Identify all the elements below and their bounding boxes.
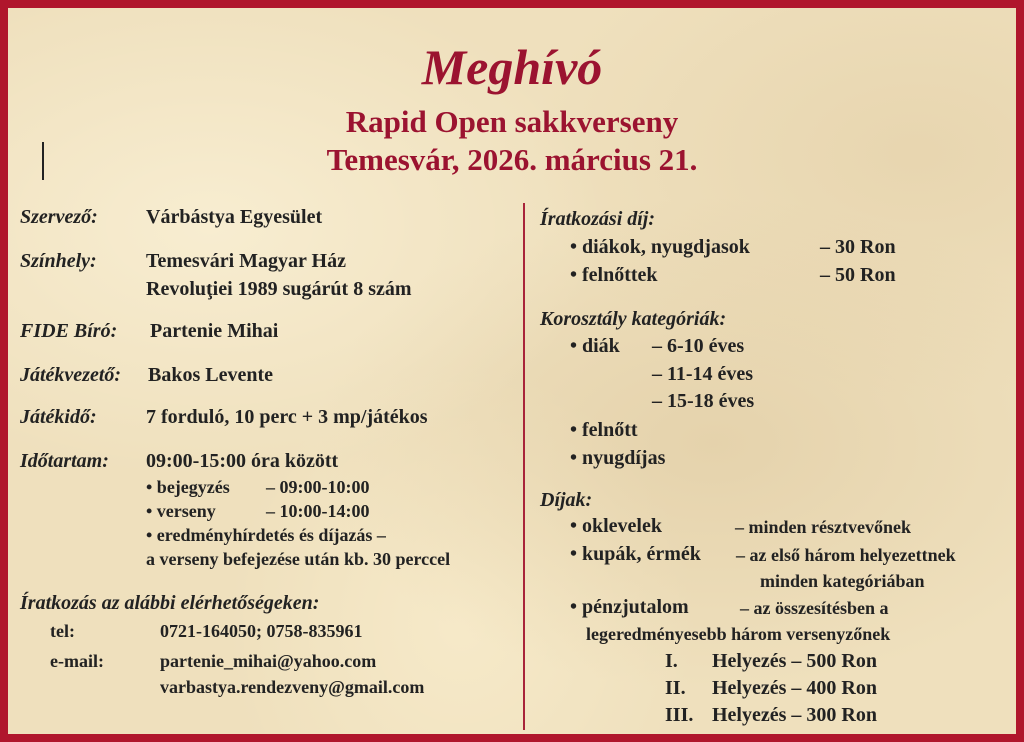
game-time-value: 7 forduló, 10 perc + 3 mp/játékos	[146, 406, 428, 428]
fee-price-adults: – 50 Ron	[820, 264, 896, 286]
fee-item-adults: • felnőttek	[570, 264, 658, 286]
contact-heading: Íratkozás az alábbi elérhetőségeken:	[20, 592, 320, 614]
text-cursor	[42, 142, 44, 180]
game-leader-value: Bakos Levente	[148, 364, 273, 386]
column-divider	[523, 203, 525, 730]
place-rank-3: III.	[665, 704, 694, 726]
prizes-heading: Díjak:	[540, 489, 593, 511]
prize-cash: • pénzjutalom	[570, 596, 689, 618]
venue-name: Temesvári Magyar Ház	[146, 250, 346, 272]
age-adult: • felnőtt	[570, 419, 638, 441]
email-link-1[interactable]: partenie_mihai@yahoo.com	[160, 651, 377, 671]
place-rank-2: II.	[665, 677, 686, 699]
game-time-label: Játékidő:	[20, 406, 97, 428]
duration-label: Időtartam:	[20, 450, 109, 472]
age-senior: • nyugdíjas	[570, 447, 666, 469]
event-date-line: Temesvár, 2026. március 21.	[326, 142, 698, 177]
schedule-tournament-time: – 10:00-14:00	[266, 501, 370, 521]
age-range-3: – 15-18 éves	[652, 390, 755, 412]
organizer-value: Várbástya Egyesület	[146, 206, 323, 228]
venue-address: Revoluţiei 1989 sugárút 8 szám	[146, 278, 412, 300]
venue-label: Színhely:	[20, 250, 97, 272]
age-heading: Korosztály kategóriák:	[540, 308, 727, 330]
duration-value: 09:00-15:00 óra között	[146, 450, 339, 472]
prize-cups-desc-1: – az első három helyezettnek	[736, 545, 956, 565]
email-link-2[interactable]: varbastya.rendezveny@gmail.com	[160, 677, 425, 697]
schedule-registration: • bejegyzés	[146, 477, 230, 497]
fide-arbiter-value: Partenie Mihai	[150, 320, 279, 342]
fee-item-students: • diákok, nyugdjasok	[570, 236, 750, 258]
fee-price-students: – 30 Ron	[820, 236, 896, 258]
email-label: e-mail:	[50, 651, 104, 671]
tel-value: 0721-164050; 0758-835961	[160, 621, 363, 641]
prize-cash-desc-2: legeredményesebb három versenyzőnek	[586, 624, 891, 644]
schedule-results-time: a verseny befejezése után kb. 30 perccel	[146, 549, 451, 569]
place-prize-1: Helyezés – 500 Ron	[712, 650, 877, 672]
schedule-results: • eredményhírdetés és díjazás –	[146, 525, 386, 545]
game-leader-label: Játékvezető:	[20, 364, 122, 386]
place-rank-1: I.	[665, 650, 678, 672]
place-prize-3: Helyezés – 300 Ron	[712, 704, 877, 726]
tel-label: tel:	[50, 621, 75, 641]
age-range-1: – 6-10 éves	[652, 335, 745, 357]
schedule-registration-time: – 09:00-10:00	[266, 477, 370, 497]
prize-diplomas-desc: – minden résztvevőnek	[735, 517, 911, 537]
prize-cash-desc-1: – az összesítésben a	[740, 598, 889, 618]
place-prize-2: Helyezés – 400 Ron	[712, 677, 877, 699]
schedule-tournament: • verseny	[146, 501, 216, 521]
fee-heading: Íratkozási díj:	[540, 208, 656, 230]
page-title: Meghívó	[421, 39, 603, 95]
prize-cups: • kupák, érmék	[570, 543, 701, 565]
age-range-2: – 11-14 éves	[652, 363, 754, 385]
event-subtitle: Rapid Open sakkverseny	[345, 104, 679, 139]
age-student: • diák	[570, 335, 620, 357]
prize-cups-desc-2: minden kategóriában	[760, 571, 925, 591]
organizer-label: Szervező:	[20, 206, 98, 228]
fide-arbiter-label: FIDE Bíró:	[20, 320, 118, 342]
prize-diplomas: • oklevelek	[570, 515, 662, 537]
